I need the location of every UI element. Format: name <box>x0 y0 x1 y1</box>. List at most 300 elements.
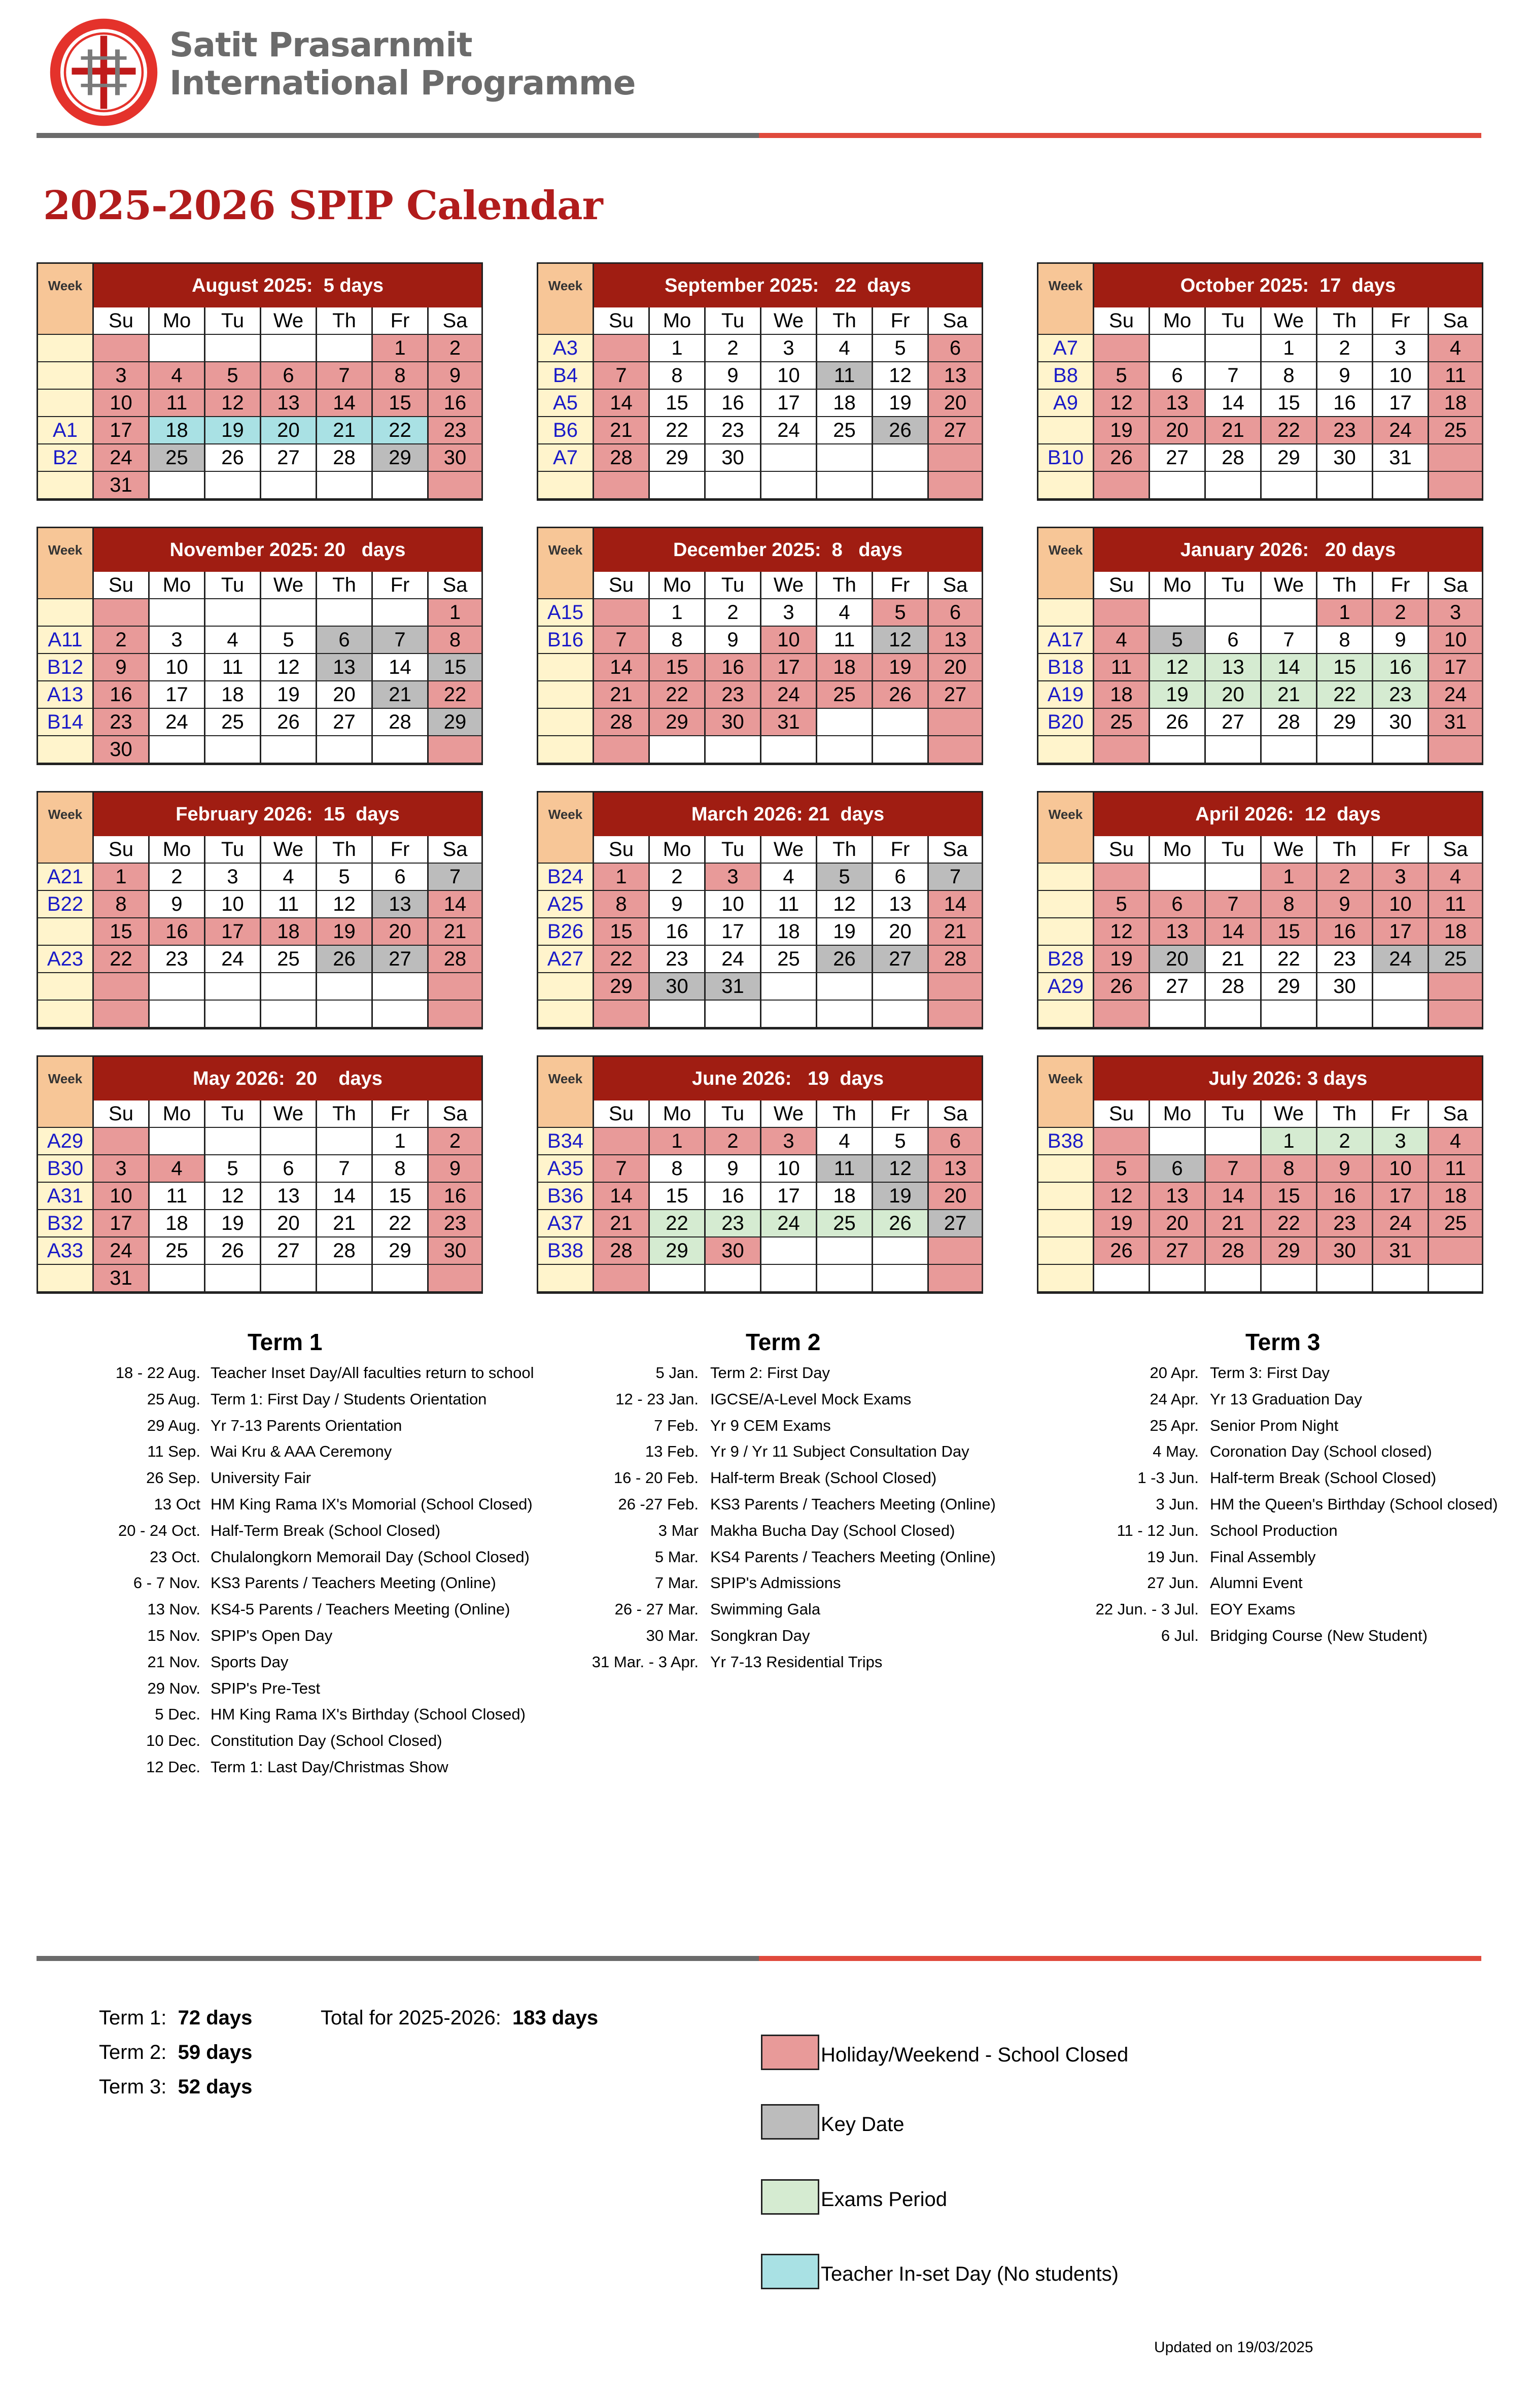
day-cell <box>205 335 261 362</box>
day-header-row <box>538 307 982 335</box>
day-cell: 28 <box>594 709 650 736</box>
day-header: Sa <box>1429 836 1482 864</box>
day-cell: 2 <box>150 864 205 891</box>
day-cell: 21 <box>594 1210 650 1237</box>
week-row <box>1038 1210 1482 1237</box>
day-cell: 2 <box>650 864 706 891</box>
week-row <box>538 1183 982 1210</box>
day-header-row <box>38 1100 481 1128</box>
week-number: B4 <box>538 362 594 390</box>
day-cell: 6 <box>1206 627 1262 654</box>
day-header: Mo <box>150 1100 205 1128</box>
day-cell <box>817 1265 873 1292</box>
day-header: Mo <box>150 572 205 599</box>
day-cell: 18 <box>817 654 873 681</box>
month-header <box>1038 528 1482 572</box>
day-cell <box>1373 973 1429 1001</box>
event-description: Chulalongkorn Memorail Day (School Closed) <box>211 1547 530 1566</box>
week-row <box>38 1001 481 1028</box>
day-cell: 12 <box>205 390 261 417</box>
month-calendar <box>1037 527 1483 765</box>
day-cell: 26 <box>1094 1237 1150 1265</box>
day-cell: 25 <box>1429 417 1482 444</box>
day-cell <box>373 973 429 1001</box>
day-header: We <box>761 1100 817 1128</box>
month-header <box>538 1057 982 1100</box>
day-cell: 17 <box>761 654 817 681</box>
week-number: A23 <box>38 946 94 973</box>
day-cell: 9 <box>706 1155 761 1183</box>
week-row <box>38 973 481 1001</box>
day-cell <box>706 1001 761 1028</box>
day-cell: 15 <box>1262 1183 1317 1210</box>
day-cell: 20 <box>929 1183 982 1210</box>
day-cell <box>929 444 982 472</box>
day-cell: 8 <box>1262 362 1317 390</box>
event-description: Sports Day <box>211 1653 289 1671</box>
day-header: Tu <box>205 836 261 864</box>
week-number: A7 <box>538 444 594 472</box>
day-cell: 19 <box>1150 681 1206 709</box>
day-cell: 4 <box>1094 627 1150 654</box>
day-cell: 12 <box>1150 654 1206 681</box>
week-header-cell <box>538 572 594 599</box>
day-cell: 9 <box>1317 891 1373 918</box>
day-cell: 21 <box>1262 681 1317 709</box>
day-cell: 21 <box>429 918 481 946</box>
day-cell <box>1262 736 1317 764</box>
day-cell: 1 <box>650 335 706 362</box>
week-number <box>538 709 594 736</box>
day-cell <box>1429 444 1482 472</box>
day-header: Su <box>1094 836 1150 864</box>
day-header: Fr <box>373 307 429 335</box>
day-cell: 16 <box>1317 390 1373 417</box>
day-cell: 17 <box>150 681 205 709</box>
month-header <box>38 1057 481 1100</box>
day-cell: 9 <box>429 362 481 390</box>
day-cell: 8 <box>594 891 650 918</box>
day-header: Tu <box>205 572 261 599</box>
day-cell: 7 <box>1262 627 1317 654</box>
day-cell: 2 <box>1317 864 1373 891</box>
week-row <box>538 1128 982 1155</box>
day-cell: 2 <box>1317 1128 1373 1155</box>
day-cell: 13 <box>1150 918 1206 946</box>
day-cell: 18 <box>150 417 205 444</box>
day-cell: 20 <box>317 681 373 709</box>
day-cell <box>317 736 373 764</box>
day-cell: 10 <box>1373 891 1429 918</box>
day-cell: 12 <box>261 654 317 681</box>
day-cell <box>150 1265 205 1292</box>
month-header <box>38 264 481 307</box>
day-cell <box>373 472 429 499</box>
day-cell: 30 <box>1317 1237 1373 1265</box>
week-row <box>538 891 982 918</box>
day-cell: 18 <box>1429 390 1482 417</box>
month-title: July 2026: 3 days <box>1094 1057 1482 1100</box>
day-cell <box>817 472 873 499</box>
day-header: Su <box>594 307 650 335</box>
month-calendar <box>1037 1055 1483 1294</box>
day-cell: 5 <box>817 864 873 891</box>
week-number <box>38 973 94 1001</box>
day-cell <box>1429 1237 1482 1265</box>
day-cell: 26 <box>205 1237 261 1265</box>
day-cell: 26 <box>205 444 261 472</box>
day-cell <box>1094 864 1150 891</box>
day-cell <box>1262 472 1317 499</box>
day-cell: 6 <box>261 362 317 390</box>
day-cell: 30 <box>706 444 761 472</box>
day-cell: 29 <box>1262 1237 1317 1265</box>
day-cell: 14 <box>317 390 373 417</box>
day-header-row <box>38 836 481 864</box>
day-cell <box>594 472 650 499</box>
week-number: A29 <box>38 1128 94 1155</box>
day-cell: 1 <box>650 1128 706 1155</box>
day-cell <box>1150 1265 1206 1292</box>
event-date: 5 Mar. <box>654 1547 699 1566</box>
day-cell <box>873 1265 929 1292</box>
week-row <box>38 627 481 654</box>
day-cell <box>1317 472 1373 499</box>
day-cell: 22 <box>373 1210 429 1237</box>
day-cell: 11 <box>150 390 205 417</box>
day-cell: 22 <box>594 946 650 973</box>
day-cell: 3 <box>205 864 261 891</box>
week-row <box>1038 362 1482 390</box>
day-header: Fr <box>373 836 429 864</box>
week-row <box>38 335 481 362</box>
day-cell <box>317 335 373 362</box>
event-description: HM King Rama IX's Momorial (School Closed) <box>211 1495 533 1513</box>
term3-total: Term 3: 52 days <box>99 2076 253 2098</box>
day-cell: 10 <box>94 390 150 417</box>
week-number: B38 <box>1038 1128 1094 1155</box>
event-date: 1 -3 Jun. <box>1137 1469 1199 1487</box>
day-cell: 21 <box>594 417 650 444</box>
day-cell: 11 <box>817 1155 873 1183</box>
week-row <box>1038 1237 1482 1265</box>
day-cell: 18 <box>205 681 261 709</box>
event-description: Term 2: First Day <box>710 1364 830 1382</box>
day-cell: 27 <box>873 946 929 973</box>
week-row <box>38 444 481 472</box>
week-number: A25 <box>538 891 594 918</box>
day-cell: 10 <box>94 1183 150 1210</box>
week-number: B8 <box>1038 362 1094 390</box>
day-cell: 5 <box>205 362 261 390</box>
day-cell: 14 <box>429 891 481 918</box>
day-cell: 3 <box>94 362 150 390</box>
week-number <box>1038 417 1094 444</box>
day-cell: 19 <box>873 654 929 681</box>
day-cell: 8 <box>1317 627 1373 654</box>
day-cell: 2 <box>429 335 481 362</box>
day-cell: 18 <box>761 918 817 946</box>
week-number: A11 <box>38 627 94 654</box>
day-header: Tu <box>706 1100 761 1128</box>
week-number: A27 <box>538 946 594 973</box>
month-header <box>38 528 481 572</box>
event-date: 19 Jun. <box>1147 1547 1199 1566</box>
day-cell: 10 <box>761 627 817 654</box>
day-cell <box>594 599 650 627</box>
day-cell: 30 <box>1373 709 1429 736</box>
week-row <box>38 918 481 946</box>
week-row <box>538 1155 982 1183</box>
day-cell: 25 <box>150 444 205 472</box>
day-cell: 23 <box>706 417 761 444</box>
day-cell <box>761 1001 817 1028</box>
day-cell: 23 <box>429 1210 481 1237</box>
week-row <box>1038 864 1482 891</box>
week-number: B20 <box>1038 709 1094 736</box>
day-cell: 25 <box>1429 1210 1482 1237</box>
day-header-row <box>1038 572 1482 599</box>
top-rule <box>37 133 1481 138</box>
day-cell: 4 <box>261 864 317 891</box>
week-number: A33 <box>38 1237 94 1265</box>
week-number: B12 <box>38 654 94 681</box>
week-number <box>1038 736 1094 764</box>
day-header: Mo <box>1150 1100 1206 1128</box>
day-cell <box>1150 472 1206 499</box>
day-cell: 23 <box>706 681 761 709</box>
day-cell: 25 <box>817 1210 873 1237</box>
day-cell: 27 <box>1150 1237 1206 1265</box>
day-cell <box>429 736 481 764</box>
day-cell: 4 <box>817 1128 873 1155</box>
legend-swatch <box>761 2035 819 2070</box>
day-cell: 14 <box>1206 1183 1262 1210</box>
day-cell: 24 <box>1373 417 1429 444</box>
term-title: Term 3 <box>1245 1329 1320 1355</box>
day-header: Su <box>94 836 150 864</box>
day-cell: 19 <box>205 417 261 444</box>
day-header: Mo <box>150 836 205 864</box>
day-cell: 28 <box>429 946 481 973</box>
week-row <box>538 599 982 627</box>
day-header: Th <box>1317 572 1373 599</box>
day-header: Sa <box>429 836 481 864</box>
week-header-cell <box>38 836 94 864</box>
week-row <box>538 417 982 444</box>
day-cell: 20 <box>1150 417 1206 444</box>
day-cell: 7 <box>594 627 650 654</box>
legend-swatch <box>761 2104 819 2140</box>
event-date: 3 Jun. <box>1156 1495 1199 1513</box>
day-cell: 17 <box>761 1183 817 1210</box>
event-date: 7 Feb. <box>654 1416 699 1434</box>
day-cell: 7 <box>317 1155 373 1183</box>
legend-swatch <box>761 2179 819 2215</box>
day-cell: 22 <box>429 681 481 709</box>
day-header-row <box>538 1100 982 1128</box>
day-cell <box>1373 472 1429 499</box>
day-cell: 10 <box>1373 1155 1429 1183</box>
week-row <box>1038 654 1482 681</box>
term-title: Term 2 <box>746 1329 821 1355</box>
day-cell: 10 <box>761 1155 817 1183</box>
day-cell: 20 <box>261 1210 317 1237</box>
day-cell: 8 <box>650 1155 706 1183</box>
day-cell: 19 <box>261 681 317 709</box>
day-cell: 26 <box>1094 973 1150 1001</box>
week-row <box>1038 918 1482 946</box>
day-cell: 15 <box>429 654 481 681</box>
day-cell: 18 <box>1429 1183 1482 1210</box>
month-header <box>538 528 982 572</box>
day-cell: 26 <box>317 946 373 973</box>
month-calendar <box>37 1055 483 1294</box>
week-number <box>538 1265 594 1292</box>
week-number: A9 <box>1038 390 1094 417</box>
day-cell: 5 <box>873 599 929 627</box>
event-description: Term 3: First Day <box>1210 1364 1330 1382</box>
week-row <box>538 864 982 891</box>
day-header: Th <box>317 307 373 335</box>
event-description: Term 1: First Day / Students Orientation <box>211 1390 487 1408</box>
day-cell: 25 <box>1094 709 1150 736</box>
week-number <box>38 1265 94 1292</box>
event-date: 4 May. <box>1153 1442 1199 1461</box>
legend-label: Key Date <box>821 2113 905 2136</box>
week-row <box>1038 946 1482 973</box>
day-cell <box>650 1001 706 1028</box>
day-cell <box>1094 335 1150 362</box>
day-cell: 9 <box>1317 1155 1373 1183</box>
day-cell: 10 <box>706 891 761 918</box>
week-row <box>538 681 982 709</box>
day-cell: 14 <box>929 891 982 918</box>
month-title: May 2026: 20 days <box>94 1057 481 1100</box>
day-cell: 20 <box>373 918 429 946</box>
week-row <box>38 417 481 444</box>
week-row <box>538 709 982 736</box>
day-cell <box>1206 1001 1262 1028</box>
day-header: We <box>1262 836 1317 864</box>
day-cell: 15 <box>373 390 429 417</box>
week-label: Week <box>538 264 594 307</box>
day-header: Mo <box>150 307 205 335</box>
day-cell: 7 <box>594 362 650 390</box>
day-cell: 1 <box>650 599 706 627</box>
week-number: A13 <box>38 681 94 709</box>
event-date: 3 Mar <box>658 1521 699 1539</box>
week-number: A15 <box>538 599 594 627</box>
day-cell: 19 <box>873 1183 929 1210</box>
day-cell: 13 <box>929 1155 982 1183</box>
day-cell: 18 <box>1094 681 1150 709</box>
day-cell: 13 <box>929 627 982 654</box>
day-cell: 3 <box>94 1155 150 1183</box>
event-description: Yr 13 Graduation Day <box>1210 1390 1362 1408</box>
day-cell: 28 <box>1206 1237 1262 1265</box>
week-label: Week <box>1038 1057 1094 1100</box>
day-cell <box>594 1265 650 1292</box>
day-header: Th <box>817 836 873 864</box>
month-title: February 2026: 15 days <box>94 793 481 836</box>
day-cell <box>1429 973 1482 1001</box>
week-number: B18 <box>1038 654 1094 681</box>
day-cell: 8 <box>94 891 150 918</box>
day-cell: 4 <box>150 1155 205 1183</box>
school-name-line1: Satit Prasarnmit <box>169 25 472 64</box>
day-cell: 30 <box>1317 973 1373 1001</box>
week-row <box>1038 390 1482 417</box>
day-cell: 16 <box>1373 654 1429 681</box>
week-row <box>1038 417 1482 444</box>
day-header: Mo <box>1150 572 1206 599</box>
day-cell <box>761 472 817 499</box>
event-date: 21 Nov. <box>147 1653 200 1671</box>
week-header-cell <box>1038 307 1094 335</box>
day-cell: 1 <box>1262 864 1317 891</box>
week-number: A7 <box>1038 335 1094 362</box>
month-header <box>538 264 982 307</box>
day-cell: 24 <box>1429 681 1482 709</box>
event-description: Yr 7-13 Residential Trips <box>710 1653 883 1671</box>
week-number <box>38 362 94 390</box>
day-cell: 16 <box>1317 1183 1373 1210</box>
month-title: September 2025: 22 days <box>594 264 982 307</box>
day-cell: 19 <box>317 918 373 946</box>
day-cell: 29 <box>650 709 706 736</box>
day-cell: 17 <box>1373 1183 1429 1210</box>
week-number: A21 <box>38 864 94 891</box>
day-header-row <box>1038 307 1482 335</box>
day-cell <box>706 472 761 499</box>
day-cell <box>150 599 205 627</box>
day-cell <box>817 1237 873 1265</box>
week-number <box>538 736 594 764</box>
week-row <box>538 362 982 390</box>
day-cell <box>317 1001 373 1028</box>
day-cell: 20 <box>261 417 317 444</box>
day-cell: 16 <box>1317 918 1373 946</box>
day-cell: 11 <box>150 1183 205 1210</box>
day-cell <box>261 599 317 627</box>
week-label: Week <box>538 1057 594 1100</box>
day-cell <box>1317 1001 1373 1028</box>
day-header: Sa <box>429 572 481 599</box>
day-cell: 13 <box>1206 654 1262 681</box>
day-cell: 12 <box>873 1155 929 1183</box>
month-header <box>1038 264 1482 307</box>
week-header-cell <box>538 836 594 864</box>
bottom-rule <box>37 1956 1481 1961</box>
day-header-row <box>38 572 481 599</box>
day-cell: 22 <box>1317 681 1373 709</box>
day-cell: 6 <box>1150 891 1206 918</box>
day-cell: 30 <box>706 709 761 736</box>
day-cell: 28 <box>317 444 373 472</box>
day-cell: 11 <box>205 654 261 681</box>
day-header: Sa <box>1429 572 1482 599</box>
day-cell <box>150 1001 205 1028</box>
day-cell: 11 <box>1429 891 1482 918</box>
day-cell: 9 <box>1317 362 1373 390</box>
event-date: 22 Jun. - 3 Jul. <box>1095 1600 1199 1619</box>
day-cell <box>1206 864 1262 891</box>
week-row <box>538 918 982 946</box>
day-cell: 9 <box>650 891 706 918</box>
day-header: Tu <box>1206 572 1262 599</box>
day-cell: 24 <box>761 417 817 444</box>
